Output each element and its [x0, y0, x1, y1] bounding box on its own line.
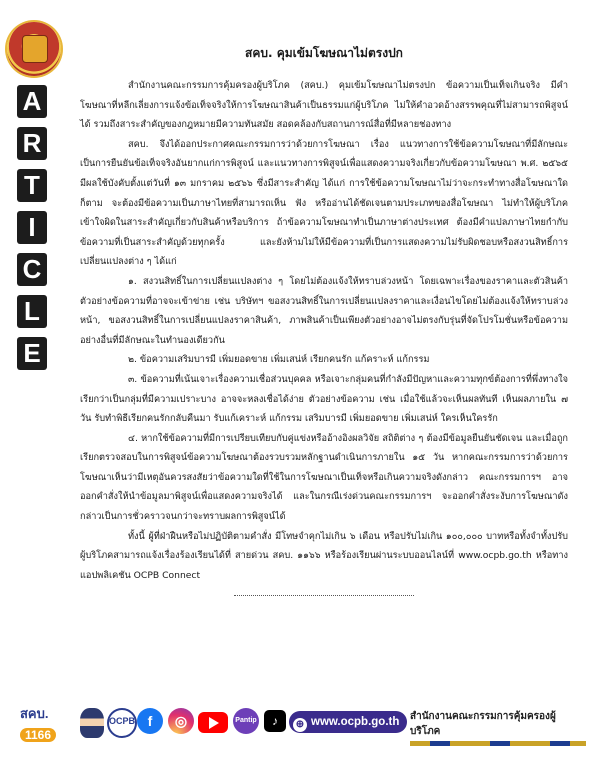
divider: [234, 594, 414, 596]
hotline-label: สคบ.: [20, 706, 49, 721]
agency-name: สำนักงานคณะกรรมการคุ้มครองผู้บริโภค: [410, 711, 556, 737]
paragraph-penalty: ทั้งนี้ ผู้ที่ฝ่าฝืนหรือไม่ปฏิบัติตามคำสั่ง มีโทษจำคุกไม่เกิน ๖ เดือน หรือปรับไม่เกิน ๑๐๐,๐๐๐ บาทหรือทั้งจำทั้งปรับ ผู้บริโภคสามารถแจ้งเรื่องร้องเรียนได้ที่ สายด่วน สคบ. ๑๑๖๖ หรือร้องเรียนผ่านระบบออนไลน์ที่ www.ocpb.go.th หรือทางแอปพลิเคชัน OCPB Connect: [80, 530, 568, 581]
article-letter: I: [17, 211, 47, 244]
paragraph-item-3: ๓. ข้อความที่เน้นเจาะเรื่องความเชื่อส่วนบุคคล หรือเจาะกลุ่มคนที่กำลังมีปัญหาและความทุกข์ต้องการที่พึ่งทางใจ เรียกว่าเป็นกลุ่มที่มีความเปราะบาง อาจจะหลงเชื่อได้ง่าย ตัวอย่างข้อความ เช่น เมื่อใช้แล้วจะเห็นผลทันที เห็นผลภายใน ๗ วัน รับทำพิธีเรียกคนรักกลับคืนมา รับแก้เคราะห์ แก้กรรม เสริมบารมี เพิ่มยอดขาย เพิ่มเสน่ห์ ใครเห็นใครรัก: [80, 373, 568, 425]
hotline-logo[interactable]: [20, 703, 70, 741]
article-sidebar: [0, 0, 66, 692]
hotline-number: 1166: [20, 728, 56, 742]
ocpb-seal-icon: [7, 22, 61, 76]
pantip-icon[interactable]: Pantip: [233, 708, 259, 734]
paragraph-item-4: ๔. หากใช้ข้อความที่มีการเปรียบเทียบกับคู่แข่งหรืออ้างอิงผลวิจัย สถิติต่าง ๆ ต้องมีข้อมูลยืนยันชัดเจน และเมื่อถูกเรียกตรวจสอบในการพิสูจน์ข้อความโฆษณาต้องรวบรวมหลักฐานดำเนินการภายใน ๑๕ วัน หากคณะกรรมการว่าด้วยการโฆษณาเห็นว่ามีเหตุอันควรสงสัยว่าข้อความใดที่ใช้ในการโฆษณาเป็นเท็จหรือเกินความจริงดังกล่าว คณะกรรมการฯ อาจออกคำสั่งให้นำข้อมูลมาพิสูจน์เพื่อแสดงความจริงได้ และในกรณีเร่งด่วนคณะกรรมการฯ จะออกคำสั่งระงับการโฆษณาดังกล่าวเป็นการชั่วคราวจนกว่าจะทราบผลการพิสูจน์ได้: [80, 432, 568, 523]
footer-bar: [0, 700, 600, 744]
article-letter: A: [17, 85, 47, 118]
page-title: สคบ. คุมเข้มโฆษณาไม่ตรงปก: [245, 46, 403, 60]
agency-brand: [410, 709, 586, 746]
paragraph-item-2: ๒. ข้อความเสริมบารมี เพิ่มยอดขาย เพิ่มเสน่ห์ เรียกคนรัก แก้คราะห์ แก้กรรม: [128, 354, 430, 366]
globe-icon: ⊕: [293, 718, 307, 732]
ocpb-connect-icon[interactable]: OCPB: [107, 708, 137, 738]
article-letter: C: [17, 253, 47, 286]
facebook-icon[interactable]: f: [137, 708, 163, 734]
article-letter: E: [17, 337, 47, 370]
paragraph-announcement: สคบ. จึงได้ออกประกาศคณะกรรมการว่าด้วยการโฆษณา เรื่อง แนวทางการใช้ข้อความโฆษณาที่มีลักษณะเป็นการยืนยันข้อเท็จจริงอันยากแก่การพิสูจน์ และแนวทางการพิสูจน์เพื่อแสดงความจริงเกี่ยวกับข้อความโฆษณา พ.ศ. ๒๕๖๕ มีผลใช้บังคับตั้งแต่วันที่ ๑๓ มกราคม ๒๕๖๖ ซึ่งมีสาระสำคัญ ได้แก่ การใช้ข้อความโฆษณาไม่ว่าจะกระทำทางสื่อโฆษณาใดก็ตาม จะต้องมีข้อความเป็นภาษาไทยที่สามารถเห็น ฟัง หรืออ่านได้ชัดเจนตามประเภทของสื่อโฆษณา ไม่ทำให้ผู้บริโภคเข้าใจผิดในสาระสำคัญเกี่ยวกับสินค้าหรือบริการ ถ้าข้อความโฆษณาทำเป็นภาษาต่างประเทศ ต้องมีคำแปลภาษาไทยกำกับข้อความที่เป็นสาระสำคัญด้วยทุกครั้ง และยังห้ามไม่ให้มีข้อความที่เป็นการแสดงความไม่รับผิดชอบหรือสงวนสิทธิ์การเปลี่ยนแปลงต่าง ๆ ได้แก่: [80, 138, 568, 268]
article-letter: R: [17, 127, 47, 160]
agency-stripe: [410, 741, 586, 746]
website-link[interactable]: [289, 711, 407, 733]
youtube-icon[interactable]: [198, 712, 228, 733]
mascot-icon: [80, 708, 104, 738]
article-letter: T: [17, 169, 47, 202]
article-letter: L: [17, 295, 47, 328]
tiktok-icon[interactable]: ♪: [264, 710, 286, 732]
article-body: [80, 44, 568, 596]
paragraph-intro: สำนักงานคณะกรรมการคุ้มครองผู้บริโภค (สคบ.) คุมเข้มโฆษณาไม่ตรงปก ข้อความเป็นเท็จเกินจริง มีคำโฆษณาที่หลีกเลี่ยงการแจ้งข้อเท็จจริงให้การโฆษณาสินค้าเป็นธรรมแก่ผู้บริโภค ไม่ให้คำอวดอ้างสรรพคุณที่ไม่สามารถพิสูจน์ได้ รวมถึงสาระสำคัญของกฎหมายมีความทันสมัย สอดคล้องกับสถานการณ์สื่อที่มีหลายช่องทาง: [80, 80, 568, 131]
paragraph-item-1: ๑. สงวนสิทธิ์ในการเปลี่ยนแปลงต่าง ๆ โดยไม่ต้องแจ้งให้ทราบล่วงหน้า โดยเฉพาะเรื่องของราคาและตัวสินค้า ตัวอย่างข้อความที่อาจจะเข้าข่าย เช่น บริษัทฯ ขอสงวนสิทธิ์ในการเปลี่ยนแปลงราคาและเงื่อนไขโดยไม่ต้องแจ้งให้ทราบล่วงหน้า, ขอสงวนสิทธิ์ในการเปลี่ยนแปลงราคาสินค้า, ภาพสินค้าเป็นเพียงตัวอย่างอาจไม่ตรงกับรุ่นที่จัดโปรโมชั่นหรือข้อความอย่างอื่นที่มีลักษณะในทำนองเดียวกัน: [80, 275, 568, 346]
article-vertical-label: [17, 85, 49, 379]
instagram-icon[interactable]: ◎: [168, 708, 194, 734]
website-url: www.ocpb.go.th: [311, 716, 400, 728]
